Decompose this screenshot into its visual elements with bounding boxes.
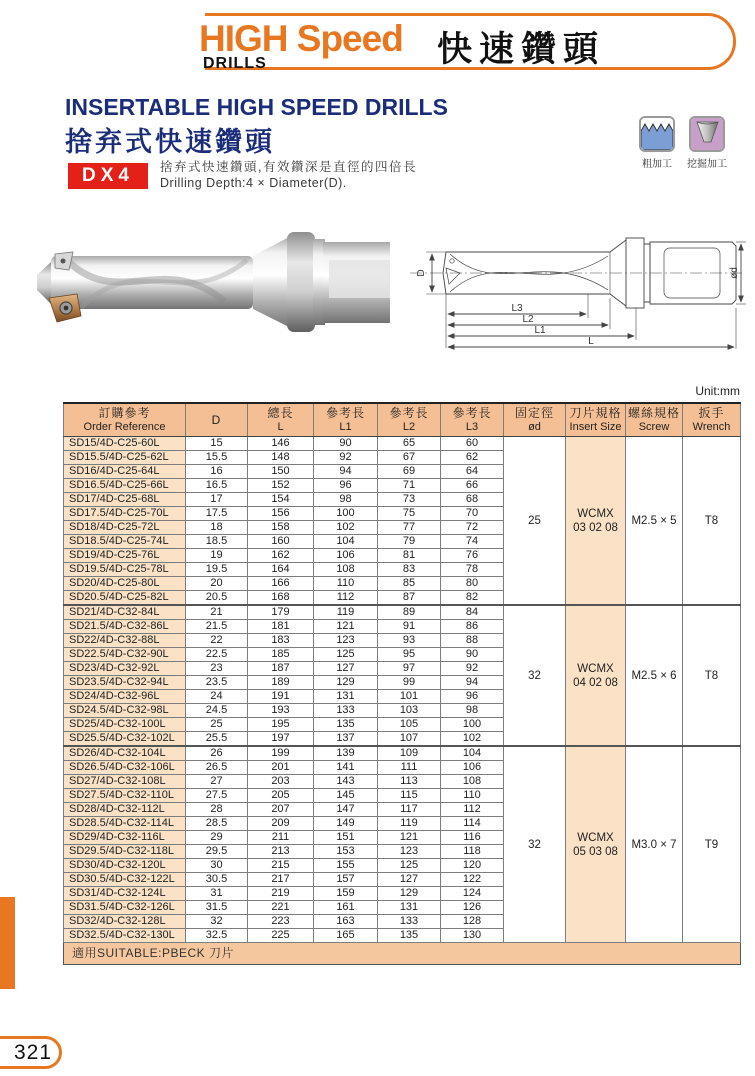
cell-value: 19 [186,549,248,563]
cell-value: 160 [248,535,314,549]
cell-value: 29 [186,831,248,845]
col-header: 扳手 Wrench [683,403,741,437]
cell-insert-size: WCMX 05 03 08 [566,746,626,943]
cell-value: 195 [248,718,314,732]
cell-value: 158 [248,521,314,535]
cell-value: 156 [248,507,314,521]
cell-value: 133 [314,704,378,718]
cell-value: 163 [314,915,378,929]
cell-value: 77 [378,521,441,535]
unit-label: Unit:mm [695,384,740,398]
cell-value: 201 [248,761,314,775]
cell-value: 123 [314,634,378,648]
col-header: 刀片規格 Insert Size [566,403,626,437]
cell-insert-size: WCMX 03 02 08 [566,437,626,606]
cell-value: 102 [441,732,504,747]
cell-value: 130 [441,929,504,943]
cell-value: 223 [248,915,314,929]
cell-value: 88 [441,634,504,648]
cell-value: 179 [248,605,314,620]
cell-value: 203 [248,775,314,789]
dim-label-od: ød [729,267,740,279]
cell-value: 131 [378,901,441,915]
cell-value: 80 [441,577,504,591]
cell-value: 149 [314,817,378,831]
cell-value: 16 [186,465,248,479]
cell-value: 152 [248,479,314,493]
cell-value: 123 [378,845,441,859]
cell-value: 15 [186,437,248,451]
cell-value: 86 [441,620,504,634]
section-title-en: INSERTABLE HIGH SPEED DRILLS [65,94,448,120]
process-icon-rough [636,116,678,170]
cell-order-reference: SD27.5/4D-C32-110L [64,789,186,803]
cell-value: 73 [378,493,441,507]
cell-fixed-diameter: 25 [504,437,566,606]
dim-label-l: L [588,336,594,347]
cell-value: 126 [441,901,504,915]
cell-order-reference: SD20/4D-C25-80L [64,577,186,591]
cell-value: 23 [186,662,248,676]
dx4-badge: DX4 [68,163,148,189]
cell-value: 82 [441,591,504,606]
cell-order-reference: SD32.5/4D-C32-130L [64,929,186,943]
cell-order-reference: SD15/4D-C25-60L [64,437,186,451]
section-title-zh: 捨弃式快速鑽頭 [65,127,275,157]
cell-value: 26 [186,746,248,761]
cell-value: 71 [378,479,441,493]
cell-value: 157 [314,873,378,887]
cell-value: 30.5 [186,873,248,887]
cell-order-reference: SD18/4D-C25-72L [64,521,186,535]
cell-value: 189 [248,676,314,690]
cell-value: 16.5 [186,479,248,493]
cell-value: 18 [186,521,248,535]
cell-value: 120 [441,859,504,873]
dimension-drawing [388,228,750,355]
cell-value: 104 [441,746,504,761]
drill-photo [25,220,390,350]
page-number: 321 [0,1036,62,1069]
cell-value: 168 [248,591,314,606]
cell-order-reference: SD26.5/4D-C32-106L [64,761,186,775]
cell-order-reference: SD24.5/4D-C32-98L [64,704,186,718]
dim-label-l3: L3 [511,303,523,314]
cell-value: 116 [441,831,504,845]
cell-value: 153 [314,845,378,859]
cell-value: 15.5 [186,451,248,465]
process-icon-plunge [683,116,731,170]
cell-value: 29.5 [186,845,248,859]
cell-value: 155 [314,859,378,873]
cell-value: 193 [248,704,314,718]
cell-order-reference: SD31/4D-C32-124L [64,887,186,901]
cell-value: 65 [378,437,441,451]
cell-value: 87 [378,591,441,606]
cell-value: 103 [378,704,441,718]
table-row [64,605,741,620]
cell-value: 183 [248,634,314,648]
cell-value: 100 [441,718,504,732]
cell-value: 124 [441,887,504,901]
cell-order-reference: SD27/4D-C32-108L [64,775,186,789]
col-header: 總長 L [248,403,314,437]
cell-order-reference: SD25.5/4D-C32-102L [64,732,186,747]
cell-screw: M2.5 × 5 [626,437,683,606]
cell-value: 98 [441,704,504,718]
cell-wrench: T9 [683,746,741,943]
cell-value: 104 [314,535,378,549]
cell-value: 74 [441,535,504,549]
cell-value: 147 [314,803,378,817]
spec-table [63,402,741,965]
cell-value: 24 [186,690,248,704]
cell-value: 68 [441,493,504,507]
cell-order-reference: SD23.5/4D-C32-94L [64,676,186,690]
cell-order-reference: SD21/4D-C32-84L [64,605,186,620]
cell-value: 129 [314,676,378,690]
cell-order-reference: SD28/4D-C32-112L [64,803,186,817]
col-header: 參考長 L3 [441,403,504,437]
cell-value: 25.5 [186,732,248,747]
cell-value: 66 [441,479,504,493]
cell-value: 64 [441,465,504,479]
page-title-en: HIGH Speed [199,18,403,59]
cell-value: 135 [378,929,441,943]
cell-value: 20 [186,577,248,591]
cell-value: 98 [314,493,378,507]
page-subtitle-en: DRILLS [203,55,267,72]
cell-value: 17 [186,493,248,507]
cell-value: 92 [441,662,504,676]
cell-insert-size: WCMX 04 02 08 [566,605,626,746]
cell-wrench: T8 [683,437,741,606]
cell-order-reference: SD15.5/4D-C25-62L [64,451,186,465]
cell-fixed-diameter: 32 [504,605,566,746]
cell-value: 83 [378,563,441,577]
cell-value: 139 [314,746,378,761]
cell-value: 32.5 [186,929,248,943]
description-zh: 捨弃式快速鑽頭,有效鑽深是直徑的四倍長 [160,160,417,174]
cell-value: 89 [378,605,441,620]
cell-screw: M3.0 × 7 [626,746,683,943]
cell-order-reference: SD18.5/4D-C25-74L [64,535,186,549]
cell-value: 30 [186,859,248,873]
cell-value: 215 [248,859,314,873]
cell-value: 76 [441,549,504,563]
col-header: 參考長 L2 [378,403,441,437]
cell-value: 69 [378,465,441,479]
cell-value: 162 [248,549,314,563]
cell-value: 191 [248,690,314,704]
cell-wrench: T8 [683,605,741,746]
cell-value: 108 [314,563,378,577]
cell-order-reference: SD24/4D-C32-96L [64,690,186,704]
cell-value: 27 [186,775,248,789]
process-icon-label: 粗加工 [642,159,672,170]
cell-order-reference: SD16.5/4D-C25-66L [64,479,186,493]
cell-value: 112 [314,591,378,606]
cell-value: 207 [248,803,314,817]
cell-value: 21 [186,605,248,620]
cell-value: 118 [441,845,504,859]
cell-value: 102 [314,521,378,535]
cell-value: 105 [378,718,441,732]
cell-value: 93 [378,634,441,648]
cell-value: 25 [186,718,248,732]
cell-value: 143 [314,775,378,789]
cell-value: 129 [378,887,441,901]
col-header: 訂購參考 Order Reference [64,403,186,437]
cell-value: 221 [248,901,314,915]
cell-value: 146 [248,437,314,451]
spec-table-wrap [63,402,741,965]
col-header: 參考長 L1 [314,403,378,437]
cell-value: 127 [378,873,441,887]
cell-order-reference: SD32/4D-C32-128L [64,915,186,929]
cell-order-reference: SD19.5/4D-C25-78L [64,563,186,577]
cell-order-reference: SD21.5/4D-C32-86L [64,620,186,634]
cell-value: 137 [314,732,378,747]
cell-value: 31 [186,887,248,901]
cell-value: 166 [248,577,314,591]
cell-value: 111 [378,761,441,775]
table-footer-note: 適用SUITABLE:PBECK 刀片 [64,943,741,965]
cell-order-reference: SD25/4D-C32-100L [64,718,186,732]
cell-value: 125 [378,859,441,873]
cell-value: 148 [248,451,314,465]
cell-fixed-diameter: 32 [504,746,566,943]
cell-value: 122 [441,873,504,887]
cell-value: 109 [378,746,441,761]
cell-value: 18.5 [186,535,248,549]
cell-value: 165 [314,929,378,943]
cell-order-reference: SD16/4D-C25-64L [64,465,186,479]
cell-value: 127 [314,662,378,676]
cell-value: 199 [248,746,314,761]
cell-value: 133 [378,915,441,929]
cell-value: 95 [378,648,441,662]
cell-value: 125 [314,648,378,662]
cell-value: 24.5 [186,704,248,718]
cell-value: 22.5 [186,648,248,662]
table-row [64,437,741,451]
cell-value: 164 [248,563,314,577]
cell-value: 99 [378,676,441,690]
process-icon-label: 挖掘加工 [687,159,727,170]
table-row [64,746,741,761]
cell-value: 119 [314,605,378,620]
cell-value: 209 [248,817,314,831]
cell-value: 217 [248,873,314,887]
cell-value: 60 [441,437,504,451]
section-description [160,159,417,191]
cell-value: 141 [314,761,378,775]
cell-value: 91 [378,620,441,634]
cell-value: 211 [248,831,314,845]
cell-value: 159 [314,887,378,901]
cell-value: 79 [378,535,441,549]
cell-value: 145 [314,789,378,803]
cell-value: 62 [441,451,504,465]
cell-order-reference: SD29.5/4D-C32-118L [64,845,186,859]
cell-order-reference: SD17/4D-C25-68L [64,493,186,507]
cell-value: 151 [314,831,378,845]
table-footer-row [64,943,741,965]
cell-value: 112 [441,803,504,817]
cell-order-reference: SD23/4D-C32-92L [64,662,186,676]
cell-order-reference: SD22/4D-C32-88L [64,634,186,648]
cell-order-reference: SD28.5/4D-C32-114L [64,817,186,831]
cell-value: 90 [441,648,504,662]
cell-value: 110 [441,789,504,803]
cell-value: 187 [248,662,314,676]
rough-machining-icon [639,116,675,152]
cell-order-reference: SD30.5/4D-C32-122L [64,873,186,887]
cell-value: 117 [378,803,441,817]
cell-order-reference: SD17.5/4D-C25-70L [64,507,186,521]
cell-value: 197 [248,732,314,747]
cell-order-reference: SD26/4D-C32-104L [64,746,186,761]
cell-value: 119 [378,817,441,831]
cell-value: 78 [441,563,504,577]
cell-value: 131 [314,690,378,704]
cell-value: 219 [248,887,314,901]
side-tab-bar [0,897,15,989]
cell-value: 22 [186,634,248,648]
dim-label-d: D [416,269,427,277]
cell-order-reference: SD19/4D-C25-76L [64,549,186,563]
cell-value: 19.5 [186,563,248,577]
cell-screw: M2.5 × 6 [626,605,683,746]
cell-value: 23.5 [186,676,248,690]
cell-value: 225 [248,929,314,943]
dim-label-l1: L1 [534,325,546,336]
cell-value: 161 [314,901,378,915]
cell-value: 101 [378,690,441,704]
cell-value: 121 [314,620,378,634]
cell-value: 128 [441,915,504,929]
cell-order-reference: SD22.5/4D-C32-90L [64,648,186,662]
description-en: Drilling Depth:4 × Diameter(D). [160,176,347,190]
cell-value: 70 [441,507,504,521]
cell-value: 107 [378,732,441,747]
cell-value: 28.5 [186,817,248,831]
cell-value: 85 [378,577,441,591]
cell-value: 92 [314,451,378,465]
cell-value: 67 [378,451,441,465]
cell-value: 96 [314,479,378,493]
cell-value: 185 [248,648,314,662]
cell-value: 113 [378,775,441,789]
cell-value: 100 [314,507,378,521]
cell-value: 110 [314,577,378,591]
cell-value: 121 [378,831,441,845]
cell-value: 32 [186,915,248,929]
cell-value: 84 [441,605,504,620]
cell-value: 28 [186,803,248,817]
cell-value: 26.5 [186,761,248,775]
cell-value: 97 [378,662,441,676]
cell-value: 20.5 [186,591,248,606]
cell-value: 181 [248,620,314,634]
header-row [64,403,741,437]
cell-value: 213 [248,845,314,859]
cell-order-reference: SD20.5/4D-C25-82L [64,591,186,606]
cell-value: 106 [314,549,378,563]
col-header: 固定徑 ød [504,403,566,437]
cell-value: 31.5 [186,901,248,915]
dim-label-l2: L2 [522,314,534,325]
cell-value: 135 [314,718,378,732]
cell-value: 75 [378,507,441,521]
page-title-zh: 快速鑽頭 [437,30,606,69]
cell-value: 154 [248,493,314,507]
col-header: 螺絲規格 Screw [626,403,683,437]
cell-value: 21.5 [186,620,248,634]
cell-value: 17.5 [186,507,248,521]
cell-value: 108 [441,775,504,789]
cell-value: 94 [441,676,504,690]
cell-order-reference: SD29/4D-C32-116L [64,831,186,845]
cell-value: 27.5 [186,789,248,803]
cell-value: 150 [248,465,314,479]
cell-value: 114 [441,817,504,831]
cell-value: 90 [314,437,378,451]
cell-order-reference: SD31.5/4D-C32-126L [64,901,186,915]
col-header: D [186,403,248,437]
cell-value: 81 [378,549,441,563]
cell-value: 96 [441,690,504,704]
plunge-machining-icon [689,116,725,152]
cell-value: 205 [248,789,314,803]
cell-value: 94 [314,465,378,479]
cell-value: 106 [441,761,504,775]
cell-order-reference: SD30/4D-C32-120L [64,859,186,873]
cell-value: 72 [441,521,504,535]
cell-value: 115 [378,789,441,803]
